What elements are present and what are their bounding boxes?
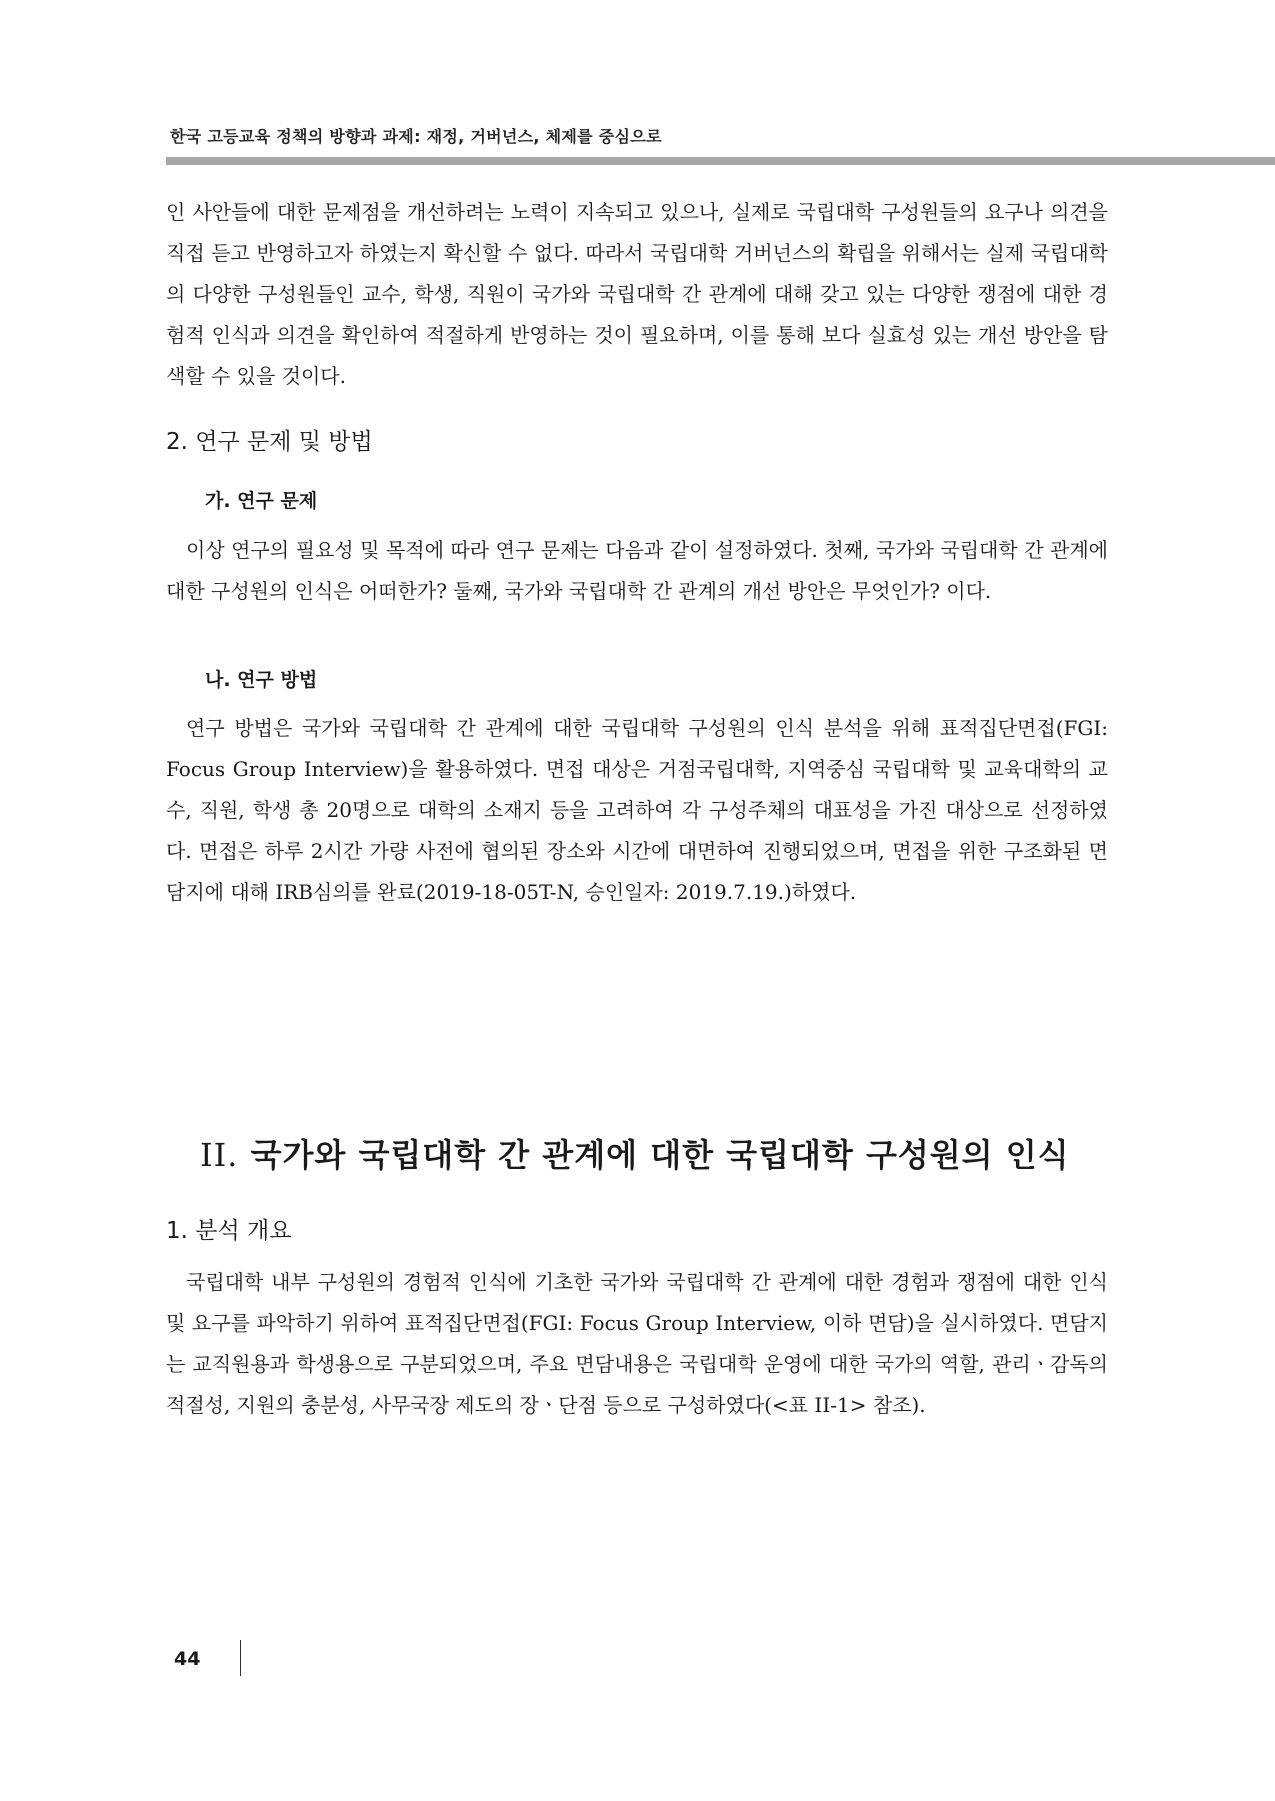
section-heading-analysis: 1. 분석 개요 bbox=[166, 1218, 292, 1244]
chapter-heading bbox=[200, 1130, 1070, 1176]
chapter-numeral: II. bbox=[200, 1136, 239, 1174]
subsection-heading-questions: 가. 연구 문제 bbox=[205, 490, 318, 512]
header-rule bbox=[166, 157, 1275, 165]
intro-paragraph: 인 사안들에 대한 문제점을 개선하려는 노력이 지속되고 있으나, 실제로 국립대학 구성원들의 요구나 의견을 직접 듣고 반영하고자 하였는지 확신할 수 없다. 따라서 국립대학 거버넌스의 확립을 위해서는 실제 국립대학의 다양한 구성원들인 교수, 학생, 직원이 국가와 국립대학 간 관계에 대해 갖고 있는 다양한 쟁점에 대한 경험적 인식과 의견을 확인하여 적절하게 반영하는 것이 필요하며, 이를 통해 보다 실효성 있는 개선 방안을 탐색할 수 있을 것이다. bbox=[166, 200, 1108, 388]
research-questions-paragraph: 이상 연구의 필요성 및 목적에 따라 연구 문제는 다음과 같이 설정하였다. 첫째, 국가와 국립대학 간 관계에 대한 구성원의 인식은 어떠한가? 둘째, 국가와 국립대학 간 관계의 개선 방안은 무엇인가? 이다. bbox=[166, 538, 1108, 603]
page-number: 44 bbox=[174, 1648, 201, 1670]
research-methods-paragraph: 연구 방법은 국가와 국립대학 간 관계에 대한 국립대학 구성원의 인식 분석을 위해 표적집단면접(FGI: Focus Group Interview)을 활용하였다. 면접 대상은 거점국립대학, 지역중심 국립대학 및 교육대학의 교수, 직원, 학생 총 20명으로 대학의 소재지 등을 고려하여 각 구성주체의 대표성을 가진 대상으로 선정하였다. 면접은 하루 2시간 가량 사전에 협의된 장소와 시간에 대면하여 진행되었으며, 면접을 위한 구조화된 면담지에 대해 IRB심의를 완료(2019-18-05T-N, 승인일자: 2019.7.19.)하였다. bbox=[166, 716, 1108, 904]
chapter-title: 국가와 국립대학 간 관계에 대한 국립대학 구성원의 인식 bbox=[250, 1136, 1070, 1174]
analysis-overview-paragraph: 국립대학 내부 구성원의 경험적 인식에 기초한 국가와 국립대학 간 관계에 대한 경험과 쟁점에 대한 인식 및 요구를 파악하기 위하여 표적집단면접(FGI: Focus Group Interview, 이하 면담)을 실시하였다. 면담지는 교직원용과 학생용으로 구분되었으며, 주요 면담내용은 국립대학 운영에 대한 국가의 역할, 관리ㆍ감독의 적절성, 지원의 충분성, 사무국장 제도의 장ㆍ단점 등으로 구성하였다(<표 II-1> 참조). bbox=[166, 1270, 1108, 1417]
running-header: 한국 고등교육 정책의 방향과 과제: 재정, 거버넌스, 체제를 중심으로 bbox=[170, 127, 662, 146]
subsection-heading-methods: 나. 연구 방법 bbox=[205, 669, 318, 691]
section-heading-research: 2. 연구 문제 및 방법 bbox=[166, 429, 373, 455]
page-number-rule bbox=[240, 1640, 241, 1676]
